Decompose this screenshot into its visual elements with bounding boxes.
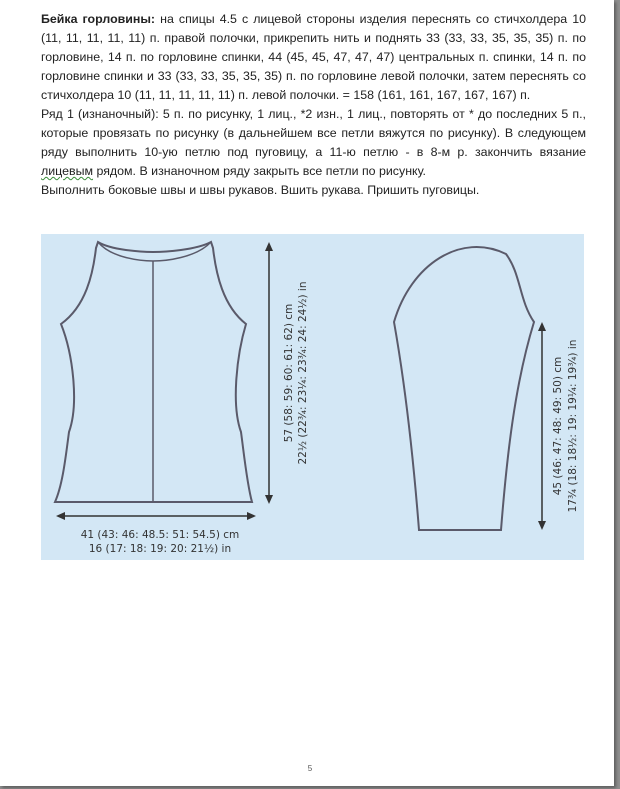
body-width-cm-label: 41 (43: 46: 48.5: 51: 54.5) cm [80, 529, 240, 541]
arrowhead-left [56, 512, 65, 520]
arrowhead-bottom [538, 521, 546, 530]
arrowhead-top [538, 322, 546, 331]
schematic-svg [41, 234, 584, 560]
row1-text-b: рядом. В изнаночном ряду закрыть все петли по рисунку. [93, 164, 426, 178]
page-number: 5 [307, 764, 313, 773]
sleeve-length-in-label: 17¾ (18: 18½: 19: 19¼: 19¾) in [567, 339, 579, 513]
paragraph-finishing: Выполнить боковые швы и швы рукавов. Вшить рукава. Пришить пуговицы. [41, 183, 480, 197]
instructions-text [41, 10, 586, 200]
neckband-text: на спицы 4.5 с лицевой стороны изделия переснять со стичхолдера 10 (11, 11, 11, 11, 11) п. правой полочки, прикрепить нить и поднять 33 (33, 33, 35, 35, 35) п. по горловине, 14 п. по горловине спинки, 44 (45, 45, 47, 47, 47) центральных п. спинки, 14 п. по горловине спинки и 33 (33, 33, 35, 35, 35) п. по горловине левой полочки, затем переснять со стичхолдера 10 (11, 11, 11, 11, 11) п. левой полочки. = 158 (161, 161, 167, 167, 167) п. [41, 12, 587, 102]
paragraph-row1 [41, 105, 586, 181]
spellcheck-word: лицевым [41, 164, 94, 178]
sleeve-length-cm-label: 45 (46: 47: 48: 49: 50) cm [552, 356, 564, 496]
arrowhead-top [265, 242, 273, 251]
body-length-in-label: 22½ (22¾: 23¼: 23¾: 24: 24½) in [297, 281, 309, 465]
body-width-in-label: 16 (17: 18: 19: 20: 21½) in [88, 543, 232, 555]
schematic-diagram [41, 234, 584, 560]
arrowhead-bottom [265, 495, 273, 504]
paragraph-neckband [41, 10, 586, 105]
body-length-cm-label: 57 (58: 59: 60: 61: 62) cm [283, 303, 295, 443]
sleeve-outline [394, 247, 534, 530]
row1-text-a: Ряд 1 (изнаночный): 5 п. по рисунку, 1 лиц., *2 изн., 1 лиц., повторять от * до последних 5 п., которые провязать по рисунку (в дальнейшем все петли вяжутся по рисунку). В следующем ряду выполнить 10-ую петлю под пуговицу, а 11-ю петлю - в 8-м р. закончить вязание [41, 107, 586, 159]
arrowhead-right [247, 512, 256, 520]
heading-neckband: Бейка горловины: [41, 12, 156, 26]
